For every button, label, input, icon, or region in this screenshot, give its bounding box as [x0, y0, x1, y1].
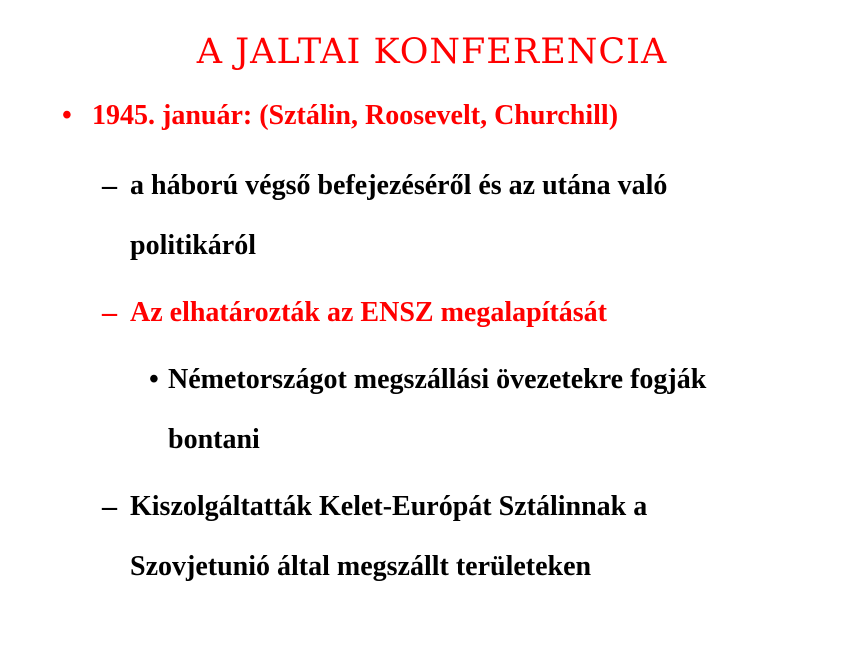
dash2-text: Az elhatározták az ENSZ megalapítását	[130, 297, 607, 328]
dash3-line2: Szovjetunió által megszállt területeken	[130, 551, 592, 582]
sub-bullet-line1: Németországot megszállási övezetekre fogják	[168, 364, 707, 395]
bullet-marker: •	[62, 100, 72, 131]
dash-marker: –	[102, 490, 117, 523]
sub-bullet-line2: bontani	[168, 424, 260, 455]
sub-bullet-marker: •	[149, 364, 159, 395]
dash3-line1: Kiszolgáltatták Kelet-Európát Sztálinnak a	[130, 491, 648, 522]
bullet-text-date-participants: 1945. január: (Sztálin, Roosevelt, Churchill)	[92, 100, 619, 131]
slide-title: A JALTAI KONFERENCIA	[196, 32, 668, 72]
dash1-line1: a háború végső befejezéséről és az utána való	[130, 170, 668, 201]
dash-marker: –	[102, 169, 117, 202]
dash-marker: –	[102, 296, 117, 329]
dash1-line2: politikáról	[130, 230, 257, 261]
